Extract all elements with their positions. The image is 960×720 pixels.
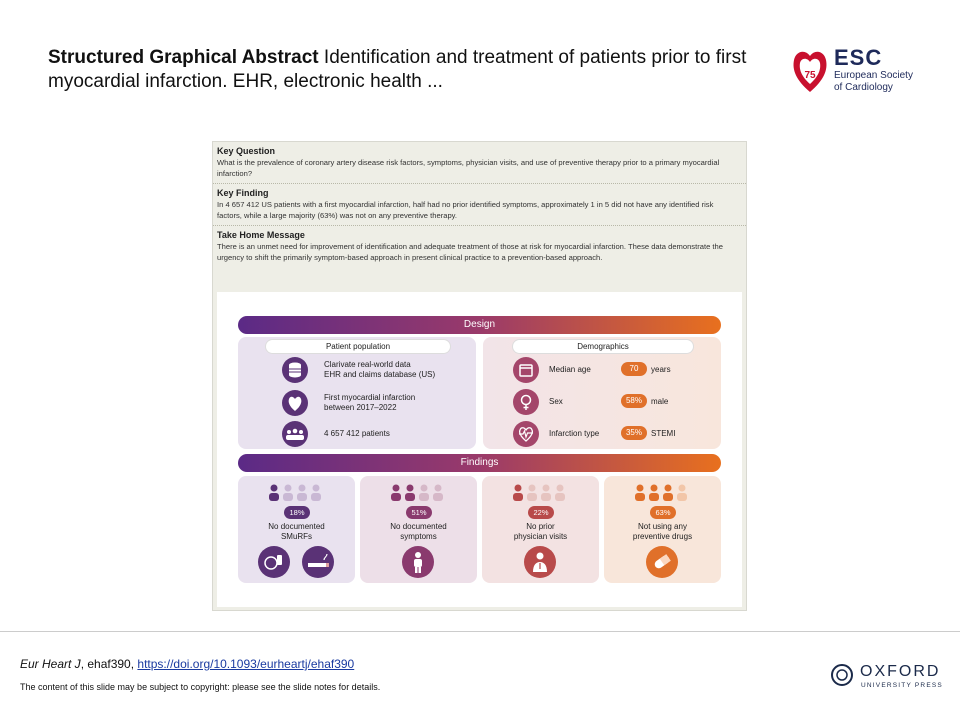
demographics-heading: Demographics <box>513 340 693 353</box>
smoking-icon <box>302 546 334 578</box>
article-id: , ehaf390, <box>80 657 138 671</box>
finding-pct-drugs: 63% <box>650 506 676 519</box>
pill-icon <box>646 546 678 578</box>
patient-population-heading: Patient population <box>266 340 450 353</box>
esc-line1: European Society <box>834 70 913 81</box>
patient-population-panel <box>238 337 476 449</box>
people-icon <box>266 482 326 504</box>
publisher-sub: UNIVERSITY PRESS <box>861 682 943 689</box>
graphical-abstract <box>212 141 747 611</box>
finding-text-physician: No prior physician visits <box>513 522 568 541</box>
heart-organ-icon <box>282 390 308 416</box>
demo-label-infarction: Infarction type <box>549 429 600 438</box>
doi-link[interactable]: https://doi.org/10.1093/eurheartj/ehaf390 <box>137 657 355 671</box>
journal-name: Eur Heart J <box>20 657 81 671</box>
design-findings-area <box>217 292 742 607</box>
esc-heart-icon <box>790 44 830 96</box>
esc-line2: of Cardiology <box>834 82 893 93</box>
demo-value-infarction: 35% <box>621 426 647 440</box>
demo-unit-infarction: STEMI <box>651 429 676 438</box>
database-icon <box>282 357 308 383</box>
finding-card-symptoms <box>360 476 477 583</box>
finding-pct-symptoms: 51% <box>406 506 432 519</box>
finding-pct-smurfs: 18% <box>284 506 310 519</box>
take-home-heading: Take Home Message <box>217 230 305 240</box>
key-question-heading: Key Question <box>217 146 276 156</box>
calendar-icon <box>513 357 539 383</box>
esc-anniv: 75 <box>804 70 816 81</box>
title-bold: Structured Graphical Abstract <box>48 47 319 68</box>
demo-value-sex: 58% <box>621 394 647 408</box>
demo-unit-age: years <box>651 365 671 374</box>
esc-abbr: ESC <box>834 45 883 70</box>
key-finding-heading: Key Finding <box>217 188 269 198</box>
slide-title <box>48 46 748 94</box>
take-home-section <box>213 226 746 267</box>
people-icon <box>632 482 692 504</box>
people-group-icon <box>282 421 308 447</box>
footer-divider <box>0 631 960 632</box>
demographics-panel <box>483 337 721 449</box>
esc-logo <box>790 44 930 100</box>
gender-icon <box>513 389 539 415</box>
finding-card-physician <box>482 476 599 583</box>
finding-pct-physician: 22% <box>528 506 554 519</box>
demo-label-sex: Sex <box>549 397 563 406</box>
finding-card-drugs <box>604 476 721 583</box>
finding-card-smurfs <box>238 476 355 583</box>
publisher-name: OXFORD <box>860 663 941 680</box>
pop-row-1: Clarivate real-world data EHR and claims database (US) <box>324 360 436 379</box>
key-question-section <box>213 142 746 184</box>
title-rest: Identification and treatment of patients prior to first myocardial infarction. EHR, electronic health ... <box>48 47 747 92</box>
people-icon <box>510 482 570 504</box>
finding-text-smurfs: No documented SMuRFs <box>268 522 325 541</box>
pop-row-2: First myocardial infarction between 2017–2022 <box>324 393 416 412</box>
citation <box>20 657 354 671</box>
demo-unit-sex: male <box>651 397 669 406</box>
ecg-heart-icon <box>513 421 539 447</box>
demo-value-age: 70 <box>621 362 647 376</box>
blood-pressure-icon <box>258 546 290 578</box>
findings-bar: Findings <box>238 454 721 472</box>
key-finding-section <box>213 184 746 226</box>
copyright-note: The content of this slide may be subject to copyright: please see the slide notes for details. <box>20 682 381 692</box>
pop-row-3: 4 657 412 patients <box>324 429 390 438</box>
doctor-icon <box>524 546 556 578</box>
people-icon <box>388 482 448 504</box>
oxford-logo <box>830 660 945 692</box>
key-question-text: What is the prevalence of coronary artery disease risk factors, symptoms, physician visits, and use of preventive therapy prior to a primary myocardial infarction? <box>217 158 720 178</box>
finding-text-drugs: Not using any preventive drugs <box>632 522 693 541</box>
design-bar: Design <box>238 316 721 334</box>
finding-text-symptoms: No documented symptoms <box>390 522 447 541</box>
take-home-text: There is an unmet need for improvement of identification and adequate treatment of those at risk for myocardial infarction. These data demonstrate the urgency to shift the primarily symptom-based approach in present clinical practice to a prevention-based approach. <box>217 242 723 262</box>
person-chest-pain-icon <box>402 546 434 578</box>
demo-label-age: Median age <box>549 365 591 374</box>
key-finding-text: In 4 657 412 US patients with a first myocardial infarction, half had no prior identified symptoms, approximately 1 in 5 did not have any identified risk factors, while a large majority (63%) was not on any preventive therapy. <box>217 200 714 220</box>
